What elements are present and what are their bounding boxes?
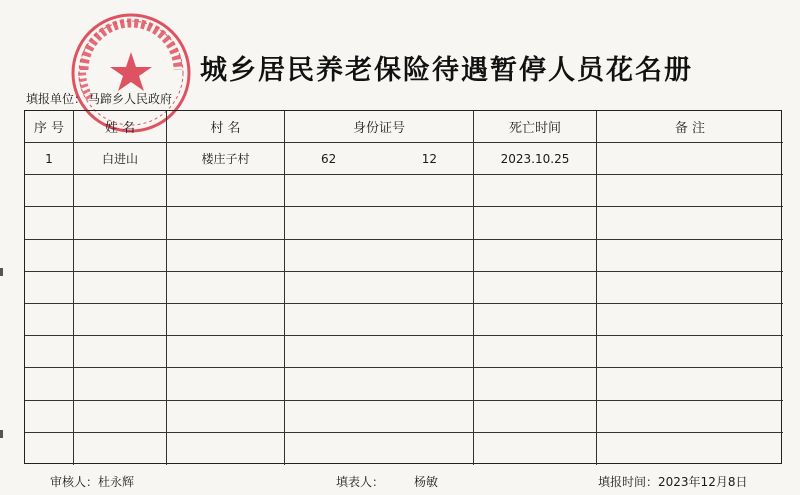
date-line [598, 473, 747, 490]
empty-table-cell [167, 240, 285, 272]
empty-table-cell [597, 175, 783, 207]
cell-death-date: 2023.10.25 [474, 143, 597, 175]
date-label: 填报时间： [598, 475, 659, 489]
preparer-line [336, 473, 438, 490]
empty-table-cell [167, 272, 285, 304]
empty-table-cell [74, 401, 167, 433]
cell-village: 楼庄子村 [167, 143, 285, 175]
roster-table [24, 110, 782, 464]
empty-table-cell [74, 272, 167, 304]
empty-table-cell [74, 336, 167, 368]
empty-table-cell [474, 272, 597, 304]
empty-table-cell [25, 304, 74, 336]
seal-star-icon [110, 52, 152, 91]
empty-table-cell [25, 368, 74, 400]
cell-remark [597, 143, 783, 175]
empty-table-cell [474, 368, 597, 400]
column-header-id-number: 身份证号 [285, 111, 474, 143]
empty-table-cell [285, 272, 474, 304]
cell-name: 白进山 [74, 143, 167, 175]
empty-table-cell [474, 304, 597, 336]
column-header-death-date: 死亡时间 [474, 111, 597, 143]
empty-table-cell [74, 240, 167, 272]
filing-unit-label: 填报单位： [26, 92, 87, 106]
empty-table-cell [74, 433, 167, 465]
column-header-name: 姓 名 [74, 111, 167, 143]
id-number-suffix: 12 [421, 151, 437, 166]
empty-table-cell [285, 368, 474, 400]
reviewer-label: 审核人： [50, 475, 99, 489]
empty-table-cell [25, 401, 74, 433]
empty-table-cell [74, 175, 167, 207]
empty-table-cell [167, 433, 285, 465]
empty-table-cell [597, 272, 783, 304]
scan-edge-mark [0, 268, 3, 276]
scan-edge-mark [0, 430, 3, 438]
column-header-remark: 备 注 [597, 111, 783, 143]
empty-table-cell [167, 175, 285, 207]
empty-table-cell [25, 336, 74, 368]
cell-seq: 1 [25, 143, 74, 175]
empty-table-cell [597, 336, 783, 368]
page-title: 城乡居民养老保险待遇暂停人员花名册 [200, 55, 693, 86]
empty-table-cell [25, 272, 74, 304]
empty-table-cell [597, 240, 783, 272]
empty-table-cell [474, 433, 597, 465]
empty-table-cell [597, 207, 783, 239]
empty-table-cell [285, 401, 474, 433]
empty-table-cell [167, 336, 285, 368]
empty-table-cell [474, 207, 597, 239]
column-header-village: 村 名 [167, 111, 285, 143]
empty-table-cell [285, 207, 474, 239]
empty-table-cell [167, 368, 285, 400]
empty-table-cell [597, 304, 783, 336]
filing-unit-value: 马蹄乡人民政府 [88, 92, 173, 106]
empty-table-cell [25, 175, 74, 207]
cell-id-number [285, 143, 474, 175]
empty-table-cell [597, 401, 783, 433]
empty-table-cell [74, 368, 167, 400]
id-number-prefix: 62 [321, 151, 337, 166]
reviewer-line [50, 473, 134, 490]
empty-table-cell [597, 433, 783, 465]
empty-table-cell [597, 368, 783, 400]
empty-table-cell [285, 433, 474, 465]
empty-table-cell [474, 175, 597, 207]
empty-table-cell [474, 240, 597, 272]
empty-table-cell [285, 336, 474, 368]
reviewer-name: 杜永辉 [98, 475, 135, 489]
column-header-seq: 序 号 [25, 111, 74, 143]
filing-unit-line [26, 90, 172, 107]
empty-table-cell [285, 175, 474, 207]
empty-table-cell [474, 336, 597, 368]
empty-table-cell [25, 240, 74, 272]
empty-table-cell [167, 304, 285, 336]
empty-table-cell [285, 240, 474, 272]
empty-table-cell [167, 401, 285, 433]
preparer-label: 填表人： [336, 475, 385, 489]
preparer-name: 杨敏 [414, 475, 439, 489]
empty-table-cell [285, 304, 474, 336]
empty-table-cell [74, 304, 167, 336]
empty-table-cell [474, 401, 597, 433]
empty-table-cell [167, 207, 285, 239]
empty-table-cell [25, 207, 74, 239]
date-value: 2023年12月8日 [658, 475, 748, 489]
empty-table-cell [74, 207, 167, 239]
empty-table-cell [25, 433, 74, 465]
